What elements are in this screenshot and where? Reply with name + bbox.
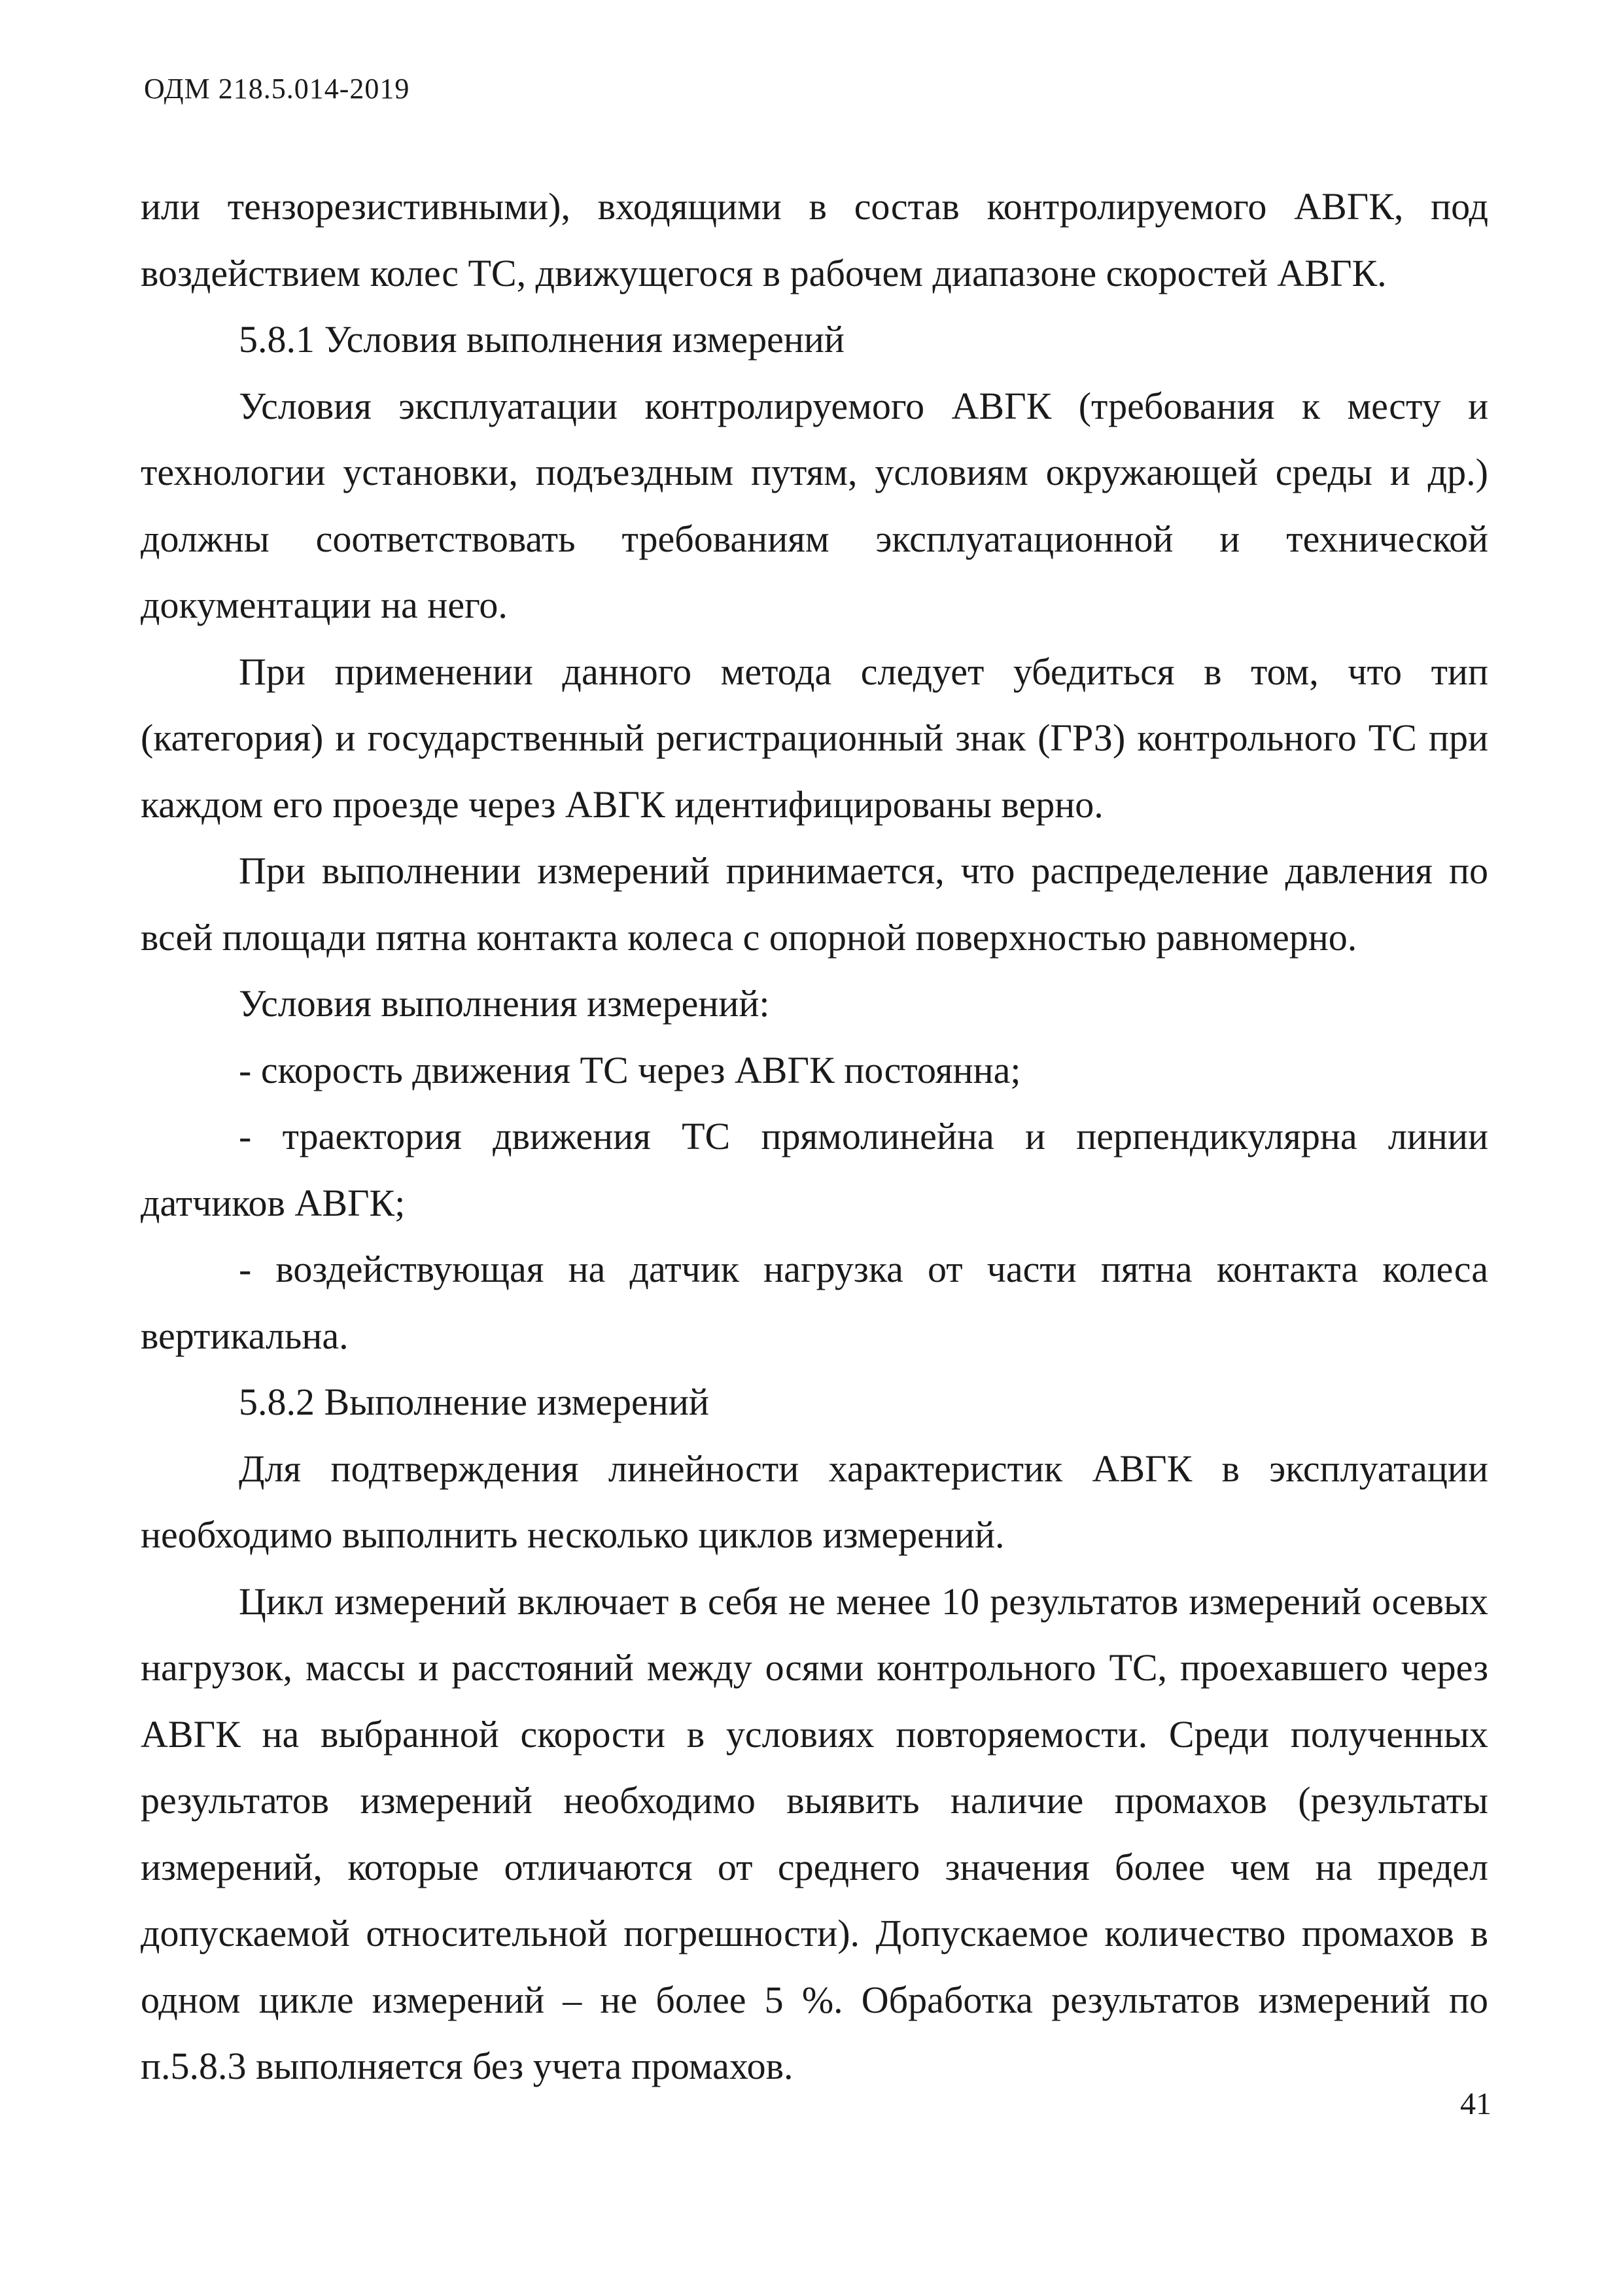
list-item-speed: - скорость движения ТС через АВГК постоянна; [239,1048,1021,1091]
list-item-load: - воздействующая на датчик нагрузка от части пятна контакта колеса вертикальна. [141,1248,1488,1357]
document-code: ОДМ 218.5.014-2019 [144,73,410,105]
paragraph-linearity: Для подтверждения линейности характеристик АВГК в эксплуатации необходимо выполнить несколько циклов измерений. [141,1447,1488,1556]
paragraph-continuation: или тензорезистивными), входящими в состав контролируемого АВГК, под воздействием колес ТС, движущегося в рабочем диапазоне скоростей АВГК. [141,185,1488,294]
list-item-trajectory: - траектория движения ТС прямолинейна и перпендикулярна линии датчиков АВГК; [141,1115,1488,1224]
section-heading-5-8-1: 5.8.1 Условия выполнения измерений [239,318,845,361]
page-number: 41 [1460,2087,1492,2121]
paragraph-pressure-distribution: При выполнении измерений принимается, что распределение давления по всей площади пятна контакта колеса с опорной поверхностью равномерно. [141,849,1488,959]
page-body [141,173,1488,2100]
paragraph-conditions-intro: Условия выполнения измерений: [239,982,770,1025]
paragraph-identification: При применении данного метода следует убедиться в том, что тип (категория) и государственный регистрационный знак (ГРЗ) контрольного ТС при каждом его проезде через АВГК идентифицированы верно. [141,650,1488,826]
paragraph-operating-conditions: Условия эксплуатации контролируемого АВГК (требования к месту и технологии установки, подъездным путям, условиям окружающей среды и др.) должны соответствовать требованиям эксплуатационной и технической документации на него. [141,384,1488,626]
section-heading-5-8-2: 5.8.2 Выполнение измерений [239,1381,709,1423]
paragraph-measurement-cycle: Цикл измерений включает в себя не менее 10 результатов измерений осевых нагрузок, массы и расстояний между осями контрольного ТС, проехавшего через АВГК на выбранной скорости в условиях повторяемости. Среди полученных результатов измерений необходимо выявить наличие промахов (результаты измерений, которые отличаются от среднего значения более чем на предел допускаемой относительной погрешности). Допускаемое количество промахов в одном цикле измерений – не более 5 %. Обработка результатов измерений по п.5.8.3 выполняется без учета промахов. [141,1580,1488,2087]
